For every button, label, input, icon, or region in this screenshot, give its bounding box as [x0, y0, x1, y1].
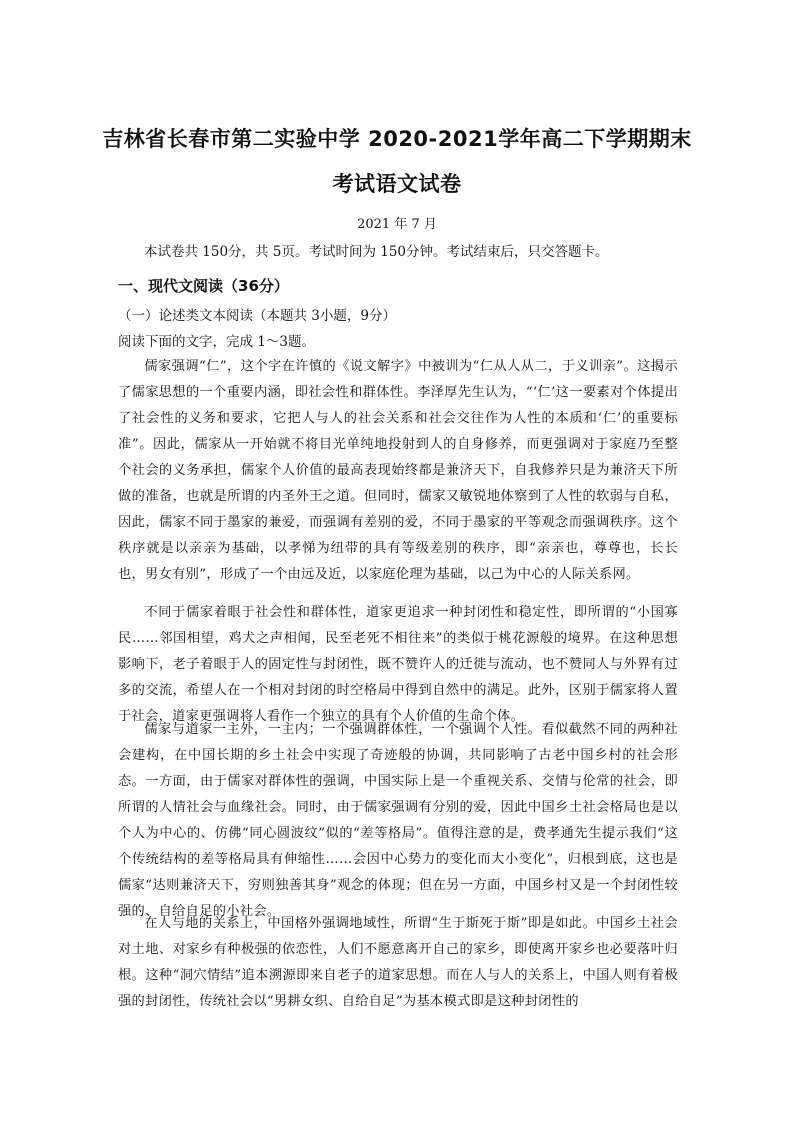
- subsection-heading: （一）论述类文本阅读（本题共 3小题，9分）: [118, 308, 396, 324]
- exam-title-line1: 吉林省长春市第二实验中学 2020-2021学年高二下学期期末: [102, 127, 692, 151]
- section-heading: 一、现代文阅读（36分）: [118, 277, 289, 295]
- exam-instructions: 本试卷共 150分，共 5页。考试时间为 150分钟。考试结束后，只交答题卡。: [144, 244, 609, 260]
- passage-paragraph-3: 儒家与道家一主外，一主内；一个强调群体性，一个强调个人性。看似截然不同的两种社会建构，在中国长期的乡土社会中实现了奇迹般的协调，共同影响了古老中国乡村的社会形态。一方面，由于儒家对群体性的强调，中国实际上是一个重视关系、交情与伦常的社会，即所谓的人情社会与血缘社会。同时，由于儒家强调有分别的爱，因此中国乡土社会格局也是以个人为中心的、仿佛“同心圆波纹”似的“差等格局”。值得注意的是，费孝通先生提示我们“这个传统结构的差等格局具有伸缩性……会因中心势力的变化而大小变化”，归根到底，这也是儒家“达则兼济天下，穷则独善其身”观念的体现；但在另一方面，中国乡村又是一个封闭性较强的、自给自足的小社会。: [118, 722, 678, 919]
- passage-paragraph-2: 不同于儒家着眼于社会性和群体性，道家更追求一种封闭性和稳定性，即所谓的“小国寡民……邻国相望，鸡犬之声相闻，民至老死不相往来”的类似于桃花源般的境界。在这种思想影响下，老子着眼于人的固定性与封闭性，既不赞许人的迁徙与流动，也不赞同人与外界有过多的交流，希望人在一个相对封闭的时空格局中得到自然中的满足。此外，区别于儒家将人置于社会，道家更强调将人看作一个独立的具有个人价值的生命个体。: [118, 605, 678, 724]
- exam-date: 2021 年 7 月: [357, 217, 437, 232]
- passage-paragraph-4: 在人与地的关系上，中国格外强调地域性，所谓“生于斯死于斯”即是如此。中国乡土社会对土地、对家乡有种极强的依恋性，人们不愿意离开自己的家乡，即使离开家乡也必要落叶归根。这种“洞穴情结”追本溯源即来自老子的道家思想。而在人与人的关系上，中国人则有着极强的封闭性，传统社会以“男耕女织、自给自足”为基本模式即是这种封闭性的: [118, 916, 678, 1009]
- reading-prompt: 阅读下面的文字，完成 1～3题。: [118, 334, 315, 350]
- passage-paragraph-1: 儒家强调“仁”，这个字在许慎的《说文解字》中被训为“仁从人从二，于义训亲”。这揭示了儒家思想的一个重要内涵，即社会性和群体性。李泽厚先生认为，“‘仁’这一要素对个体提出了社会性的义务和要求，它把人与人的社会关系和社会交往作为人性的本质和‘仁’的重要标准”。因此，儒家从一开始就不将目光单纯地投射到人的自身修养，而更强调对于家庭乃至整个社会的义务承担，儒家个人价值的最高表现始终都是兼济天下，自我修养只是为兼济天下所做的准备，也就是所谓的内圣外王之道。但同时，儒家又敏锐地体察到了人性的软弱与自私，因此，儒家不同于墨家的兼爱，而强调有差别的爱，不同于墨家的平等观念而强调秩序。这个秩序就是以亲亲为基础，以孝悌为纽带的具有等级差别的秩序，即“亲亲也，尊尊也，长长也，男女有别”，形成了一个由远及近，以家庭伦理为基础，以己为中心的人际关系网。: [118, 359, 678, 582]
- exam-title-line2: 考试语文试卷: [332, 172, 462, 196]
